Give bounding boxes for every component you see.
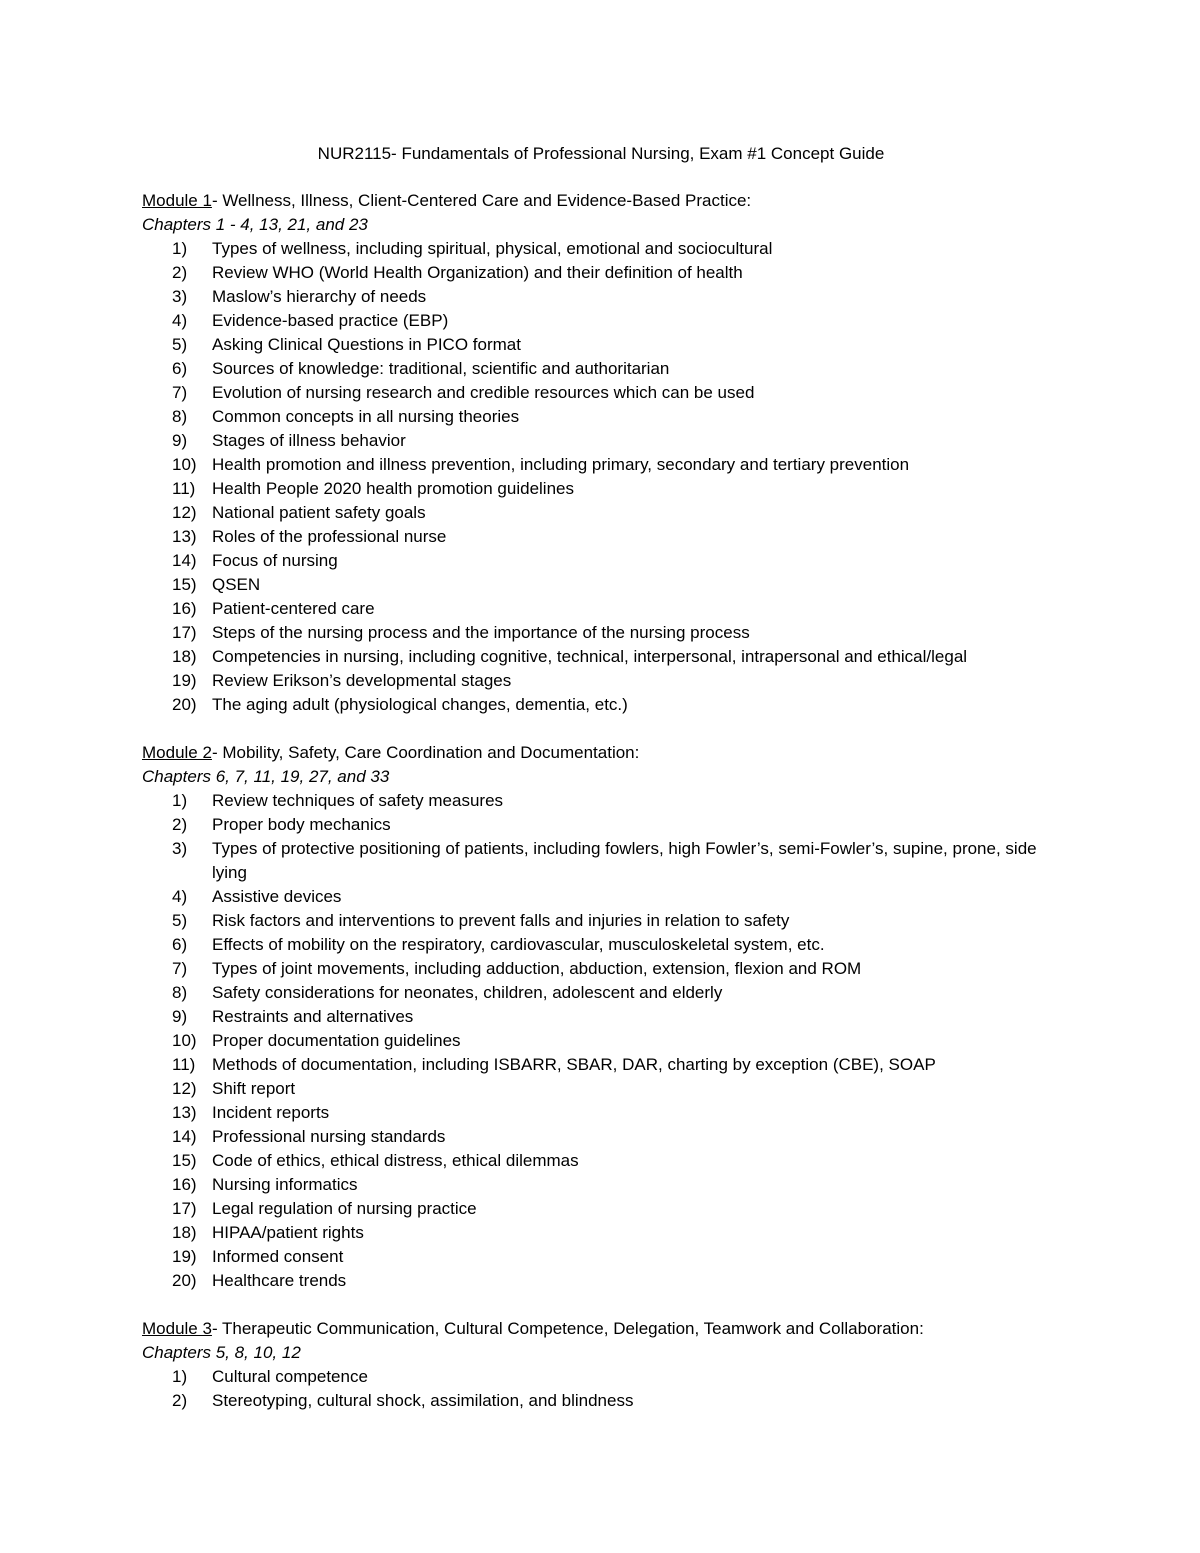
module-label: Module 1	[142, 191, 212, 210]
item-number: 20)	[172, 695, 197, 714]
module-1-list	[142, 237, 1060, 717]
list-item	[142, 501, 1060, 525]
item-number: 11)	[172, 479, 196, 498]
list-item	[142, 837, 1060, 885]
item-text: Evolution of nursing research and credible resources which can be used	[212, 383, 755, 402]
item-text: Healthcare trends	[212, 1271, 347, 1290]
item-number: 13)	[172, 1103, 197, 1122]
item-text: Cultural competence	[212, 1367, 368, 1386]
list-item	[142, 981, 1060, 1005]
list-item	[142, 909, 1060, 933]
module-title: - Therapeutic Communication, Cultural Competence, Delegation, Teamwork and Collaboration:	[211, 1319, 924, 1338]
item-text: Proper body mechanics	[212, 815, 391, 834]
module-chapters: Chapters 5, 8, 10, 12	[142, 1343, 301, 1362]
list-item	[142, 1365, 1060, 1389]
list-item	[142, 885, 1060, 909]
item-number: 16)	[172, 1175, 197, 1194]
item-number: 5)	[172, 335, 188, 354]
item-number: 2)	[172, 263, 188, 282]
item-text: Assistive devices	[212, 887, 342, 906]
list-item	[142, 1101, 1060, 1125]
module-1	[142, 189, 1060, 717]
item-text: Sources of knowledge: traditional, scientific and authoritarian	[212, 359, 670, 378]
list-item	[142, 357, 1060, 381]
module-3-list	[142, 1365, 1060, 1413]
item-number: 1)	[172, 791, 188, 810]
item-number: 3)	[172, 839, 188, 858]
item-text: Review WHO (World Health Organization) and their definition of health	[212, 263, 743, 282]
item-text: Roles of the professional nurse	[212, 527, 447, 546]
list-item	[142, 933, 1060, 957]
list-item	[142, 237, 1060, 261]
item-text: Types of wellness, including spiritual, physical, emotional and sociocultural	[212, 239, 773, 258]
item-text: Code of ethics, ethical distress, ethical dilemmas	[212, 1151, 579, 1170]
item-number: 5)	[172, 911, 188, 930]
item-text: Safety considerations for neonates, children, adolescent and elderly	[212, 983, 723, 1002]
item-number: 2)	[172, 815, 188, 834]
item-text: Health People 2020 health promotion guidelines	[212, 479, 574, 498]
item-text: Nursing informatics	[212, 1175, 358, 1194]
list-item	[142, 1149, 1060, 1173]
module-heading	[142, 741, 1060, 765]
item-text: Stages of illness behavior	[212, 431, 406, 450]
list-item	[142, 1245, 1060, 1269]
list-item	[142, 1125, 1060, 1149]
item-number: 9)	[172, 1007, 188, 1026]
item-text: Competencies in nursing, including cognitive, technical, interpersonal, intrapersonal and ethical/legal	[212, 647, 968, 666]
list-item	[142, 957, 1060, 981]
module-heading	[142, 189, 1060, 213]
list-item	[142, 429, 1060, 453]
item-text: Types of protective positioning of patients, including fowlers, high Fowler’s, semi-Fowler’s, supine, prone, side lying	[212, 839, 1037, 882]
item-number: 14)	[172, 1127, 197, 1146]
item-number: 16)	[172, 599, 197, 618]
item-number: 1)	[172, 1367, 188, 1386]
list-item	[142, 261, 1060, 285]
item-text: Legal regulation of nursing practice	[212, 1199, 477, 1218]
item-number: 7)	[172, 959, 188, 978]
item-number: 14)	[172, 551, 197, 570]
item-number: 4)	[172, 311, 188, 330]
item-number: 12)	[172, 503, 197, 522]
module-2	[142, 741, 1060, 1293]
list-item	[142, 1005, 1060, 1029]
item-number: 20)	[172, 1271, 197, 1290]
list-item	[142, 381, 1060, 405]
list-item	[142, 477, 1060, 501]
item-number: 12)	[172, 1079, 197, 1098]
item-number: 7)	[172, 383, 188, 402]
item-number: 15)	[172, 1151, 197, 1170]
list-item	[142, 1221, 1060, 1245]
page-title: NUR2115- Fundamentals of Professional Nursing, Exam #1 Concept Guide	[317, 144, 885, 163]
item-number: 3)	[172, 287, 188, 306]
item-text: Evidence-based practice (EBP)	[212, 311, 449, 330]
item-text: Restraints and alternatives	[212, 1007, 414, 1026]
item-text: Types of joint movements, including adduction, abduction, extension, flexion and ROM	[212, 959, 862, 978]
module-2-list	[142, 789, 1060, 1293]
item-text: Steps of the nursing process and the importance of the nursing process	[212, 623, 750, 642]
item-number: 4)	[172, 887, 188, 906]
item-text: Patient-centered care	[212, 599, 375, 618]
item-text: Professional nursing standards	[212, 1127, 446, 1146]
list-item	[142, 333, 1060, 357]
item-text: Common concepts in all nursing theories	[212, 407, 520, 426]
item-text: Stereotyping, cultural shock, assimilation, and blindness	[212, 1391, 634, 1410]
list-item	[142, 573, 1060, 597]
item-text: Asking Clinical Questions in PICO format	[212, 335, 521, 354]
item-text: Health promotion and illness prevention, including primary, secondary and tertiary prevention	[212, 455, 910, 474]
item-text: The aging adult (physiological changes, dementia, etc.)	[212, 695, 628, 714]
list-item	[142, 525, 1060, 549]
item-number: 6)	[172, 935, 188, 954]
item-number: 15)	[172, 575, 197, 594]
module-label: Module 3	[142, 1319, 212, 1338]
module-chapters: Chapters 1 - 4, 13, 21, and 23	[142, 215, 368, 234]
item-text: Methods of documentation, including ISBARR, SBAR, DAR, charting by exception (CBE), SOAP	[212, 1055, 936, 1074]
item-number: 19)	[172, 1247, 197, 1266]
item-number: 2)	[172, 1391, 188, 1410]
item-number: 10)	[172, 1031, 197, 1050]
item-number: 18)	[172, 647, 197, 666]
list-item	[142, 1389, 1060, 1413]
item-text: Risk factors and interventions to prevent falls and injuries in relation to safety	[212, 911, 790, 930]
item-number: 8)	[172, 407, 188, 426]
item-number: 19)	[172, 671, 197, 690]
module-title: - Wellness, Illness, Client-Centered Care and Evidence-Based Practice:	[211, 191, 752, 210]
list-item	[142, 621, 1060, 645]
module-heading	[142, 1317, 1060, 1341]
list-item	[142, 669, 1060, 693]
item-number: 9)	[172, 431, 188, 450]
item-text: HIPAA/patient rights	[212, 1223, 364, 1242]
item-number: 17)	[172, 1199, 197, 1218]
item-text: Effects of mobility on the respiratory, cardiovascular, musculoskeletal system, etc.	[212, 935, 825, 954]
module-3	[142, 1317, 1060, 1413]
list-item	[142, 1029, 1060, 1053]
list-item	[142, 1269, 1060, 1293]
item-number: 8)	[172, 983, 188, 1002]
item-number: 18)	[172, 1223, 197, 1242]
item-text: QSEN	[212, 575, 261, 594]
list-item	[142, 597, 1060, 621]
item-text: Shift report	[212, 1079, 296, 1098]
list-item	[142, 813, 1060, 837]
list-item	[142, 285, 1060, 309]
list-item	[142, 1197, 1060, 1221]
item-number: 10)	[172, 455, 197, 474]
list-item	[142, 1053, 1060, 1077]
item-number: 1)	[172, 239, 188, 258]
module-title: - Mobility, Safety, Care Coordination and Documentation:	[211, 743, 640, 762]
list-item	[142, 789, 1060, 813]
item-text: Maslow’s hierarchy of needs	[212, 287, 427, 306]
list-item	[142, 453, 1060, 477]
item-number: 11)	[172, 1055, 196, 1074]
item-text: Proper documentation guidelines	[212, 1031, 461, 1050]
module-label: Module 2	[142, 743, 212, 762]
list-item	[142, 1173, 1060, 1197]
item-text: Informed consent	[212, 1247, 344, 1266]
module-chapters: Chapters 6, 7, 11, 19, 27, and 33	[142, 767, 390, 786]
list-item	[142, 549, 1060, 573]
list-item	[142, 693, 1060, 717]
item-text: Incident reports	[212, 1103, 330, 1122]
item-number: 6)	[172, 359, 188, 378]
list-item	[142, 405, 1060, 429]
item-number: 13)	[172, 527, 197, 546]
item-text: Review Erikson’s developmental stages	[212, 671, 512, 690]
item-text: Review techniques of safety measures	[212, 791, 504, 810]
item-number: 17)	[172, 623, 197, 642]
list-item	[142, 1077, 1060, 1101]
item-text: Focus of nursing	[212, 551, 338, 570]
list-item	[142, 645, 1060, 669]
list-item	[142, 309, 1060, 333]
item-text: National patient safety goals	[212, 503, 426, 522]
